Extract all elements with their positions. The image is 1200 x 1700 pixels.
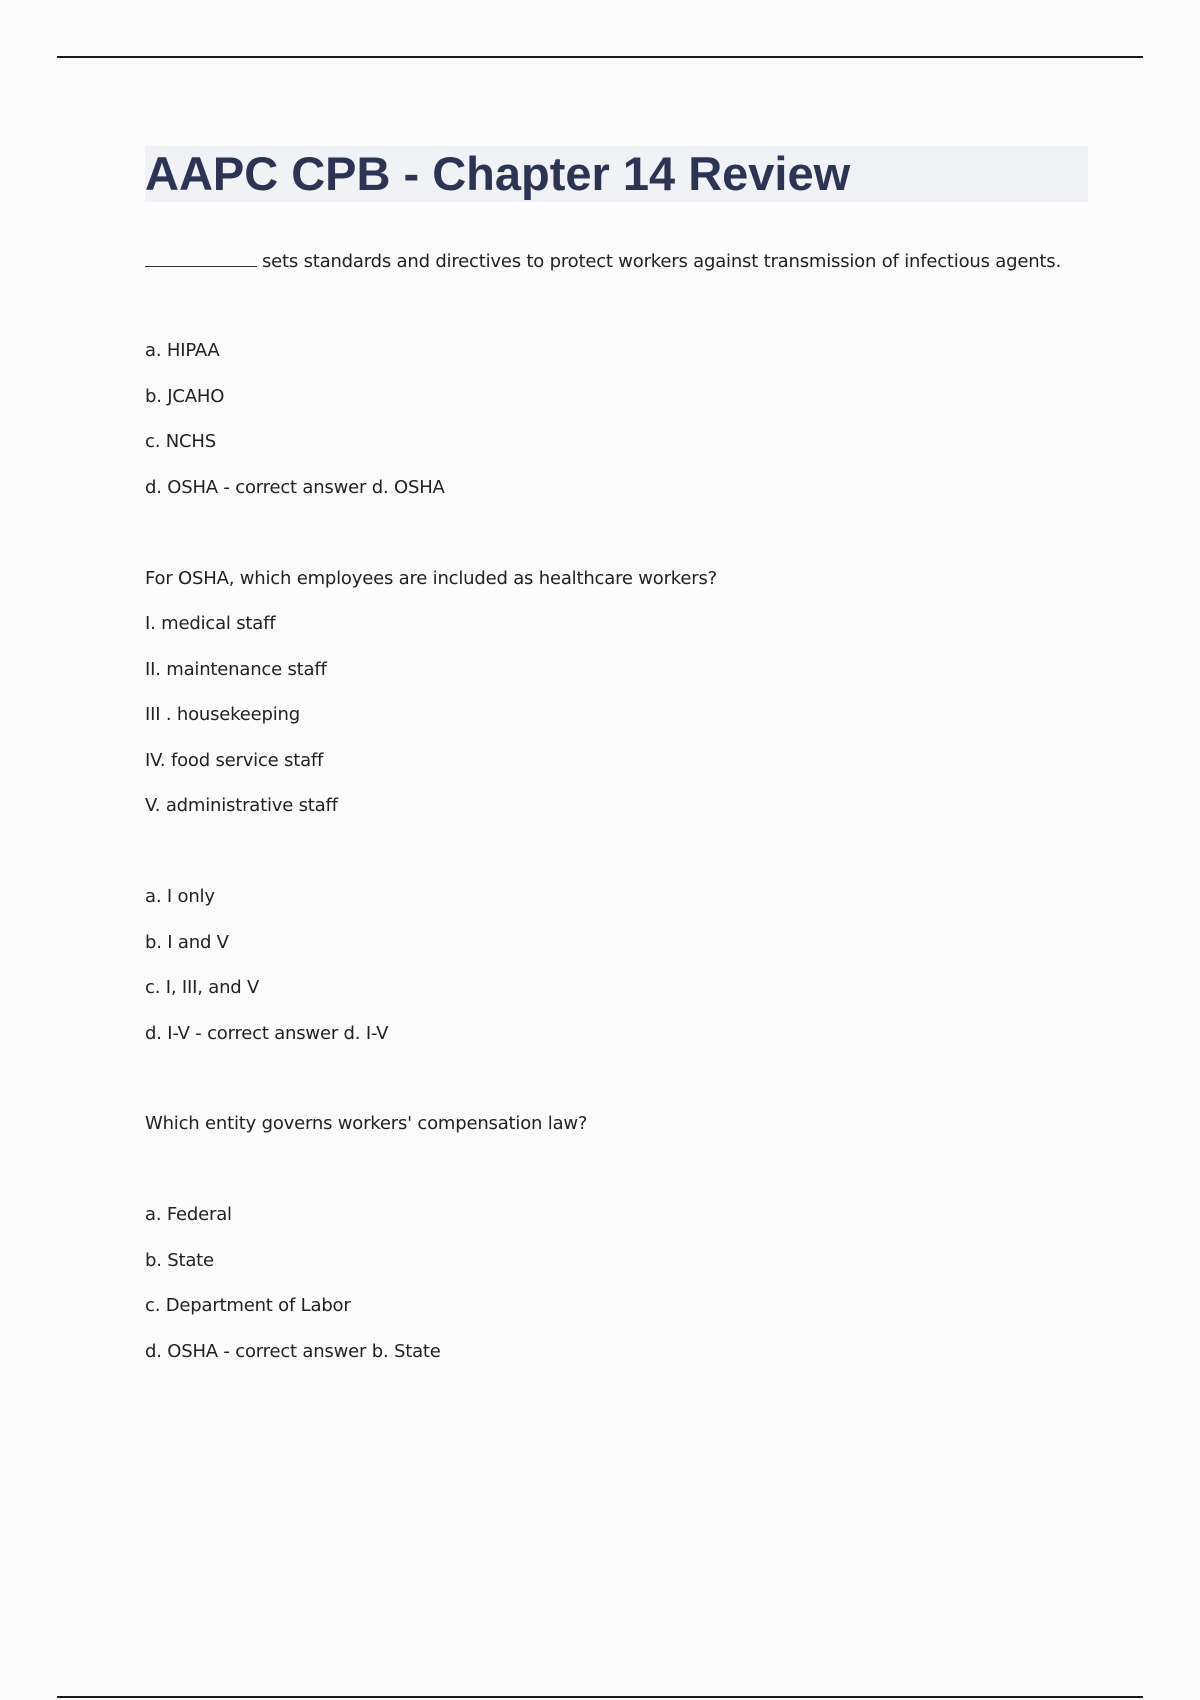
question-2-item-3: III . housekeeping: [145, 704, 300, 725]
question-1-prompt: [145, 248, 1061, 274]
question-1-option-c: c. NCHS: [145, 431, 216, 452]
question-2-item-1: I. medical staff: [145, 613, 276, 634]
question-3-prompt: Which entity governs workers' compensation law?: [145, 1113, 588, 1134]
question-1-prompt-text: sets standards and directives to protect workers against transmission of infectious agents.: [262, 251, 1061, 272]
fill-in-blank: [145, 248, 257, 267]
question-1-option-b: b. JCAHO: [145, 386, 225, 407]
bottom-rule: [57, 1696, 1143, 1698]
question-2-option-c: c. I, III, and V: [145, 977, 260, 998]
question-2-prompt: For OSHA, which employees are included as healthcare workers?: [145, 568, 717, 589]
question-3-option-a: a. Federal: [145, 1204, 232, 1225]
question-2-option-b: b. I and V: [145, 932, 229, 953]
question-2-option-a: a. I only: [145, 886, 215, 907]
question-3-option-c: c. Department of Labor: [145, 1295, 351, 1316]
question-2-option-d: d. I-V - correct answer d. I-V: [145, 1023, 389, 1044]
page-title: AAPC CPB - Chapter 14 Review: [145, 147, 851, 200]
question-1-option-d: d. OSHA - correct answer d. OSHA: [145, 477, 445, 498]
question-3-option-d: d. OSHA - correct answer b. State: [145, 1341, 441, 1362]
question-2-item-5: V. administrative staff: [145, 795, 338, 816]
question-1-option-a: a. HIPAA: [145, 340, 220, 361]
question-2-item-4: IV. food service staff: [145, 750, 324, 771]
question-2-item-2: II. maintenance staff: [145, 659, 327, 680]
top-rule: [57, 56, 1143, 58]
question-3-option-b: b. State: [145, 1250, 214, 1271]
